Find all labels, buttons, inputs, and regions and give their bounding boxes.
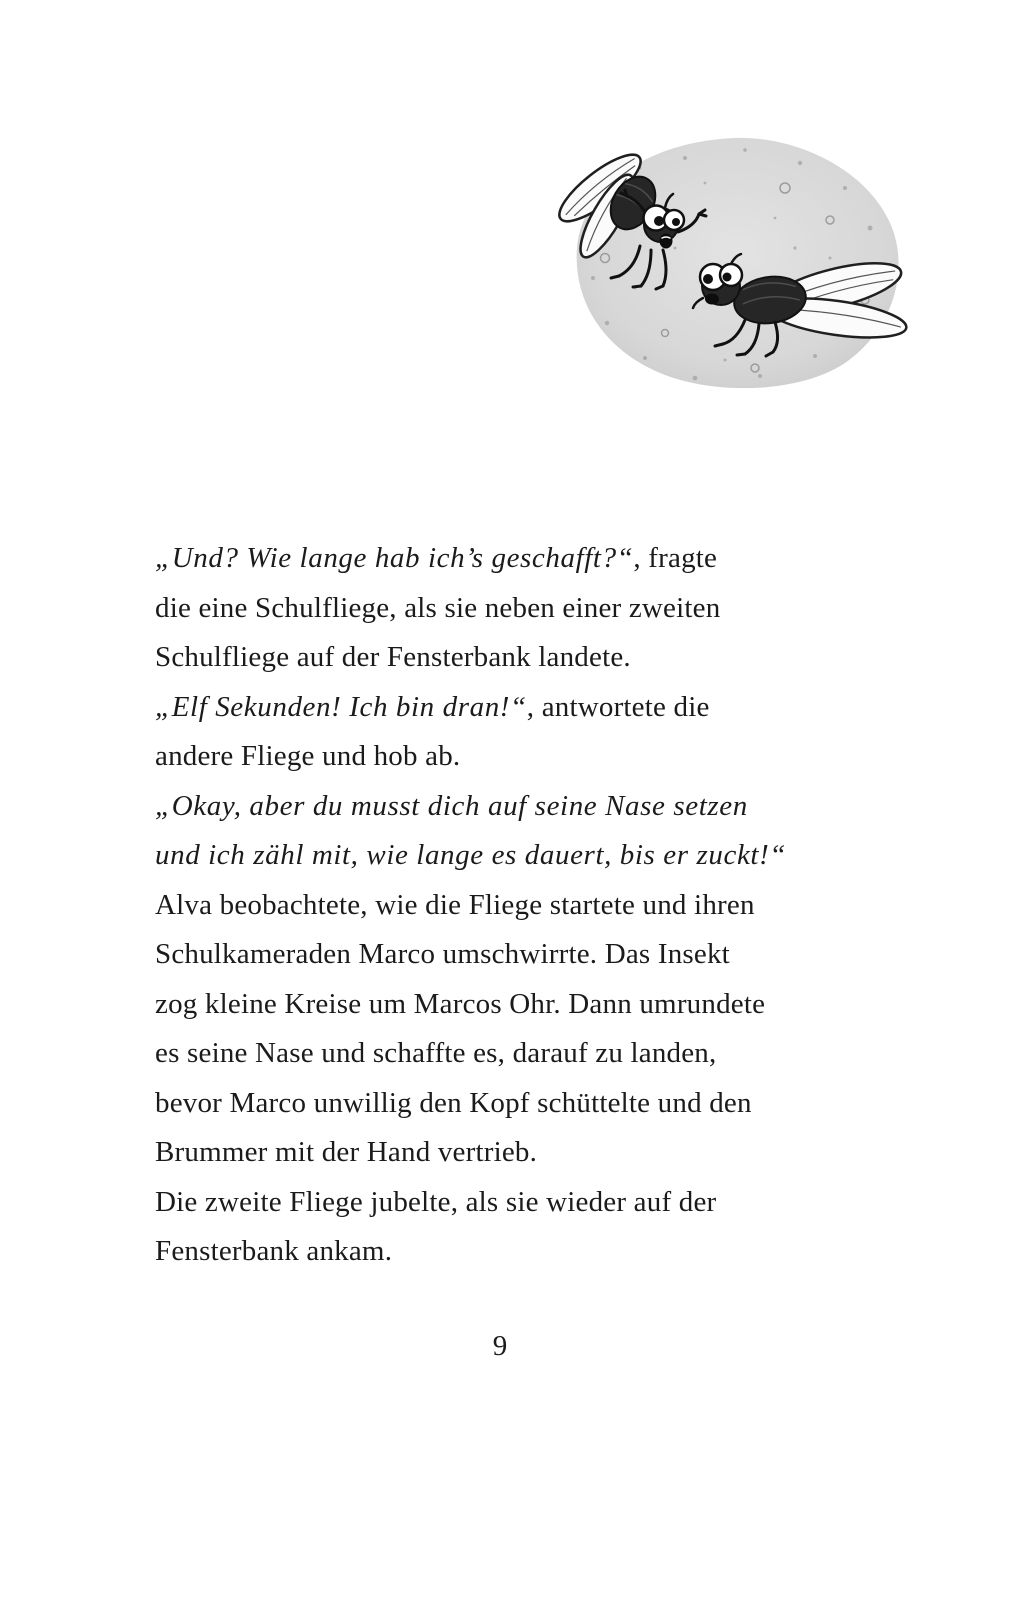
- text-segment: , antwortete die: [526, 690, 710, 723]
- text-line: [155, 1128, 870, 1178]
- text-segment: , fragte: [633, 542, 718, 574]
- text-line: [155, 930, 870, 980]
- text-segment: Alva beobachtete, wie die Fliege startete und ihren: [155, 888, 755, 921]
- text-segment: Die zweite Fliege jubelte, als sie wieder auf der: [155, 1185, 717, 1218]
- text-block: [155, 534, 870, 1277]
- text-segment: die eine Schulfliege, als sie neben einer zweiten: [155, 591, 721, 624]
- text-line: [155, 633, 870, 683]
- text-line: [155, 980, 870, 1030]
- text-segment: und ich zähl mit, wie lange es dauert, bis er zuckt!“: [155, 839, 787, 871]
- text-segment: „Elf Sekunden! Ich bin dran!“: [155, 690, 527, 723]
- text-line: [155, 732, 870, 782]
- text-segment: zog kleine Kreise um Marcos Ohr. Dann umrundete: [155, 987, 766, 1020]
- text-segment: es seine Nase und schaffte es, darauf zu landen,: [155, 1037, 717, 1069]
- flies-illustration: [545, 128, 917, 400]
- text-line: [155, 831, 870, 881]
- text-segment: andere Fliege und hob ab.: [155, 740, 461, 772]
- text-segment: Brummer mit der Hand vertrieb.: [155, 1136, 538, 1168]
- text-line: [155, 1227, 870, 1277]
- text-segment: Fensterbank ankam.: [155, 1235, 393, 1267]
- text-line: [155, 1079, 870, 1129]
- text-line: [155, 881, 870, 931]
- text-segment: „Okay, aber du musst dich auf seine Nase setzen: [155, 789, 748, 822]
- text-line: [155, 782, 870, 832]
- text-line: [155, 683, 870, 733]
- text-segment: Schulkameraden Marco umschwirrte. Das Insekt: [155, 938, 730, 970]
- two-flies-drawing-svg: [545, 128, 917, 400]
- text-segment: Schulfliege auf der Fensterbank landete.: [155, 641, 631, 673]
- text-segment: „Und? Wie lange hab ich’s geschafft?“: [155, 542, 634, 574]
- text-segment: bevor Marco unwillig den Kopf schüttelte und den: [155, 1086, 752, 1119]
- text-line: [155, 1029, 870, 1079]
- text-line: [155, 1178, 870, 1228]
- page-number: 9: [492, 1330, 508, 1362]
- text-line: [155, 584, 870, 634]
- text-line: [155, 534, 870, 584]
